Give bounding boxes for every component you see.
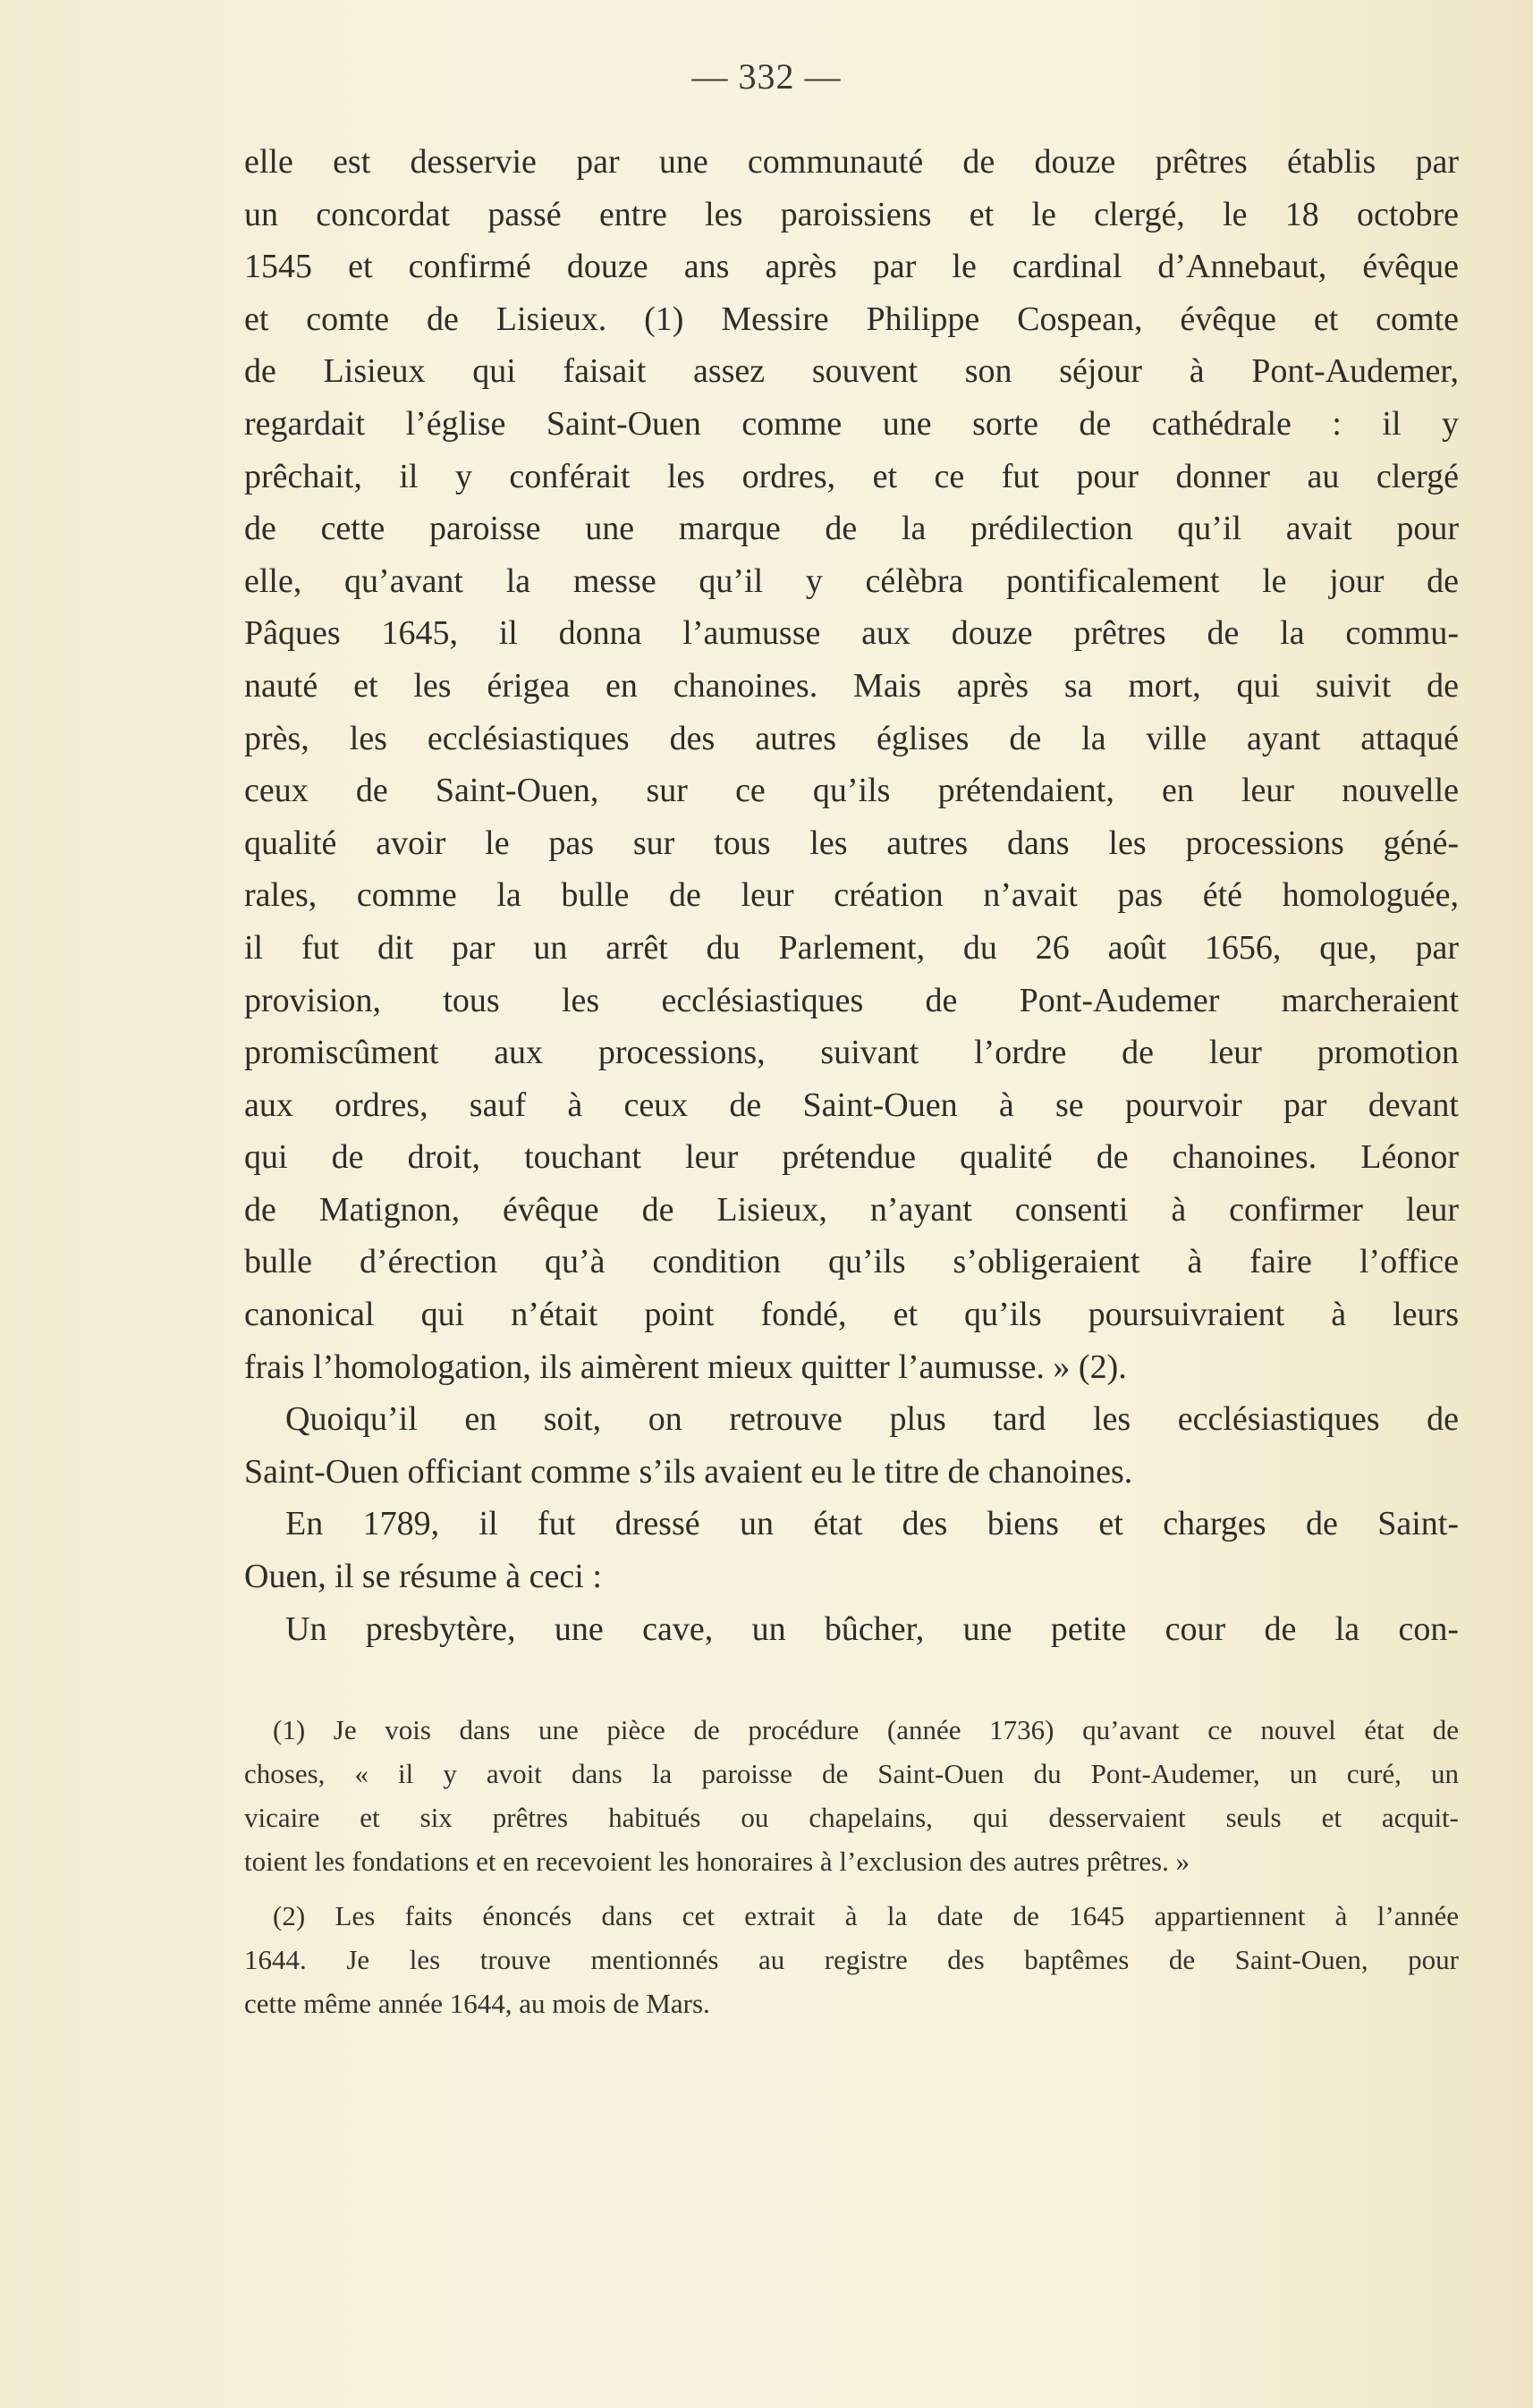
- text-line: promiscûment aux processions, suivant l’ordre de leur promotion: [244, 1034, 1459, 1072]
- footnote-line: cette même année 1644, au mois de Mars.: [244, 1988, 710, 2019]
- footnote-line: (1) Je vois dans une pièce de procédure (année 1736) qu’avant ce nouvel état de: [273, 1714, 1459, 1745]
- text-line: elle est desservie par une communauté de douze prêtres établis par: [244, 143, 1459, 181]
- text-line: un concordat passé entre les paroissiens et le clergé, le 18 octobre: [244, 195, 1459, 233]
- footnote-2: [244, 1894, 1459, 2025]
- text-line: provision, tous les ecclésiastiques de Pont-Audemer marcheraient: [244, 981, 1459, 1019]
- page-number: — 332 —: [691, 56, 842, 97]
- text-line: bulle d’érection qu’à condition qu’ils s’obligeraient à faire l’office: [244, 1243, 1459, 1281]
- text-line: regardait l’église Saint-Ouen comme une sorte de cathédrale : il y: [244, 404, 1459, 443]
- text-line: Un presbytère, une cave, un bûcher, une petite cour de la con-: [285, 1610, 1459, 1648]
- text-line: elle, qu’avant la messe qu’il y célèbra pontificalement le jour de: [244, 562, 1459, 600]
- text-line: Quoiqu’il en soit, on retrouve plus tard les ecclésiastiques de: [285, 1400, 1459, 1439]
- footnote-line: choses, « il y avoit dans la paroisse de Saint-Ouen du Pont-Audemer, un curé, un: [244, 1758, 1459, 1789]
- text-line: de cette paroisse une marque de la prédilection qu’il avait pour: [244, 510, 1459, 548]
- footnote-line: 1644. Je les trouve mentionnés au registre des baptêmes de Saint-Ouen, pour: [244, 1944, 1459, 1975]
- text-line: frais l’homologation, ils aimèrent mieux quitter l’aumusse. » (2).: [244, 1348, 1127, 1386]
- footnote-line: vicaire et six prêtres habitués ou chapelains, qui desservaient seuls et acquit-: [244, 1802, 1459, 1833]
- text-line: ceux de Saint-Ouen, sur ce qu’ils prétendaient, en leur nouvelle: [244, 772, 1459, 810]
- text-line: Ouen, il se résume à ceci :: [244, 1558, 602, 1596]
- text-line: Saint-Ouen officiant comme s’ils avaient eu le titre de chanoines.: [244, 1452, 1133, 1491]
- text-line: qui de droit, touchant leur prétendue qualité de chanoines. Léonor: [244, 1138, 1459, 1177]
- text-line: rales, comme la bulle de leur création n’avait pas été homologuée,: [244, 876, 1459, 915]
- text-line: canonical qui n’était point fondé, et qu’ils poursuivraient à leurs: [244, 1296, 1459, 1334]
- text-line: de Lisieux qui faisait assez souvent son séjour à Pont-Audemer,: [244, 352, 1459, 391]
- text-line: 1545 et confirmé douze ans après par le cardinal d’Annebaut, évêque: [244, 248, 1459, 286]
- footnote-line: (2) Les faits énoncés dans cet extrait à la date de 1645 appartiennent à l’année: [273, 1900, 1459, 1931]
- footnote-1: [244, 1708, 1459, 1883]
- text-line: de Matignon, évêque de Lisieux, n’ayant consenti à confirmer leur: [244, 1190, 1459, 1229]
- text-line: prêchait, il y conférait les ordres, et ce fut pour donner au clergé: [244, 457, 1459, 495]
- footnotes: [244, 1708, 1459, 2036]
- body-text: [244, 136, 1459, 1655]
- text-line: En 1789, il fut dressé un état des biens et charges de Saint-: [285, 1505, 1459, 1543]
- text-line: il fut dit par un arrêt du Parlement, du 26 août 1656, que, par: [244, 928, 1459, 967]
- text-line: et comte de Lisieux. (1) Messire Philippe Cospean, évêque et comte: [244, 300, 1459, 338]
- text-line: aux ordres, sauf à ceux de Saint-Ouen à se pourvoir par devant: [244, 1086, 1459, 1124]
- text-line: Pâques 1645, il donna l’aumusse aux douze prêtres de la commu-: [244, 614, 1459, 653]
- text-line: qualité avoir le pas sur tous les autres dans les processions géné-: [244, 824, 1459, 862]
- text-line: près, les ecclésiastiques des autres églises de la ville ayant attaqué: [244, 719, 1459, 757]
- footnote-line: toient les fondations et en recevoient les honoraires à l’exclusion des autres prêtres. »: [244, 1846, 1190, 1877]
- text-line: nauté et les érigea en chanoines. Mais après sa mort, qui suivit de: [244, 666, 1459, 705]
